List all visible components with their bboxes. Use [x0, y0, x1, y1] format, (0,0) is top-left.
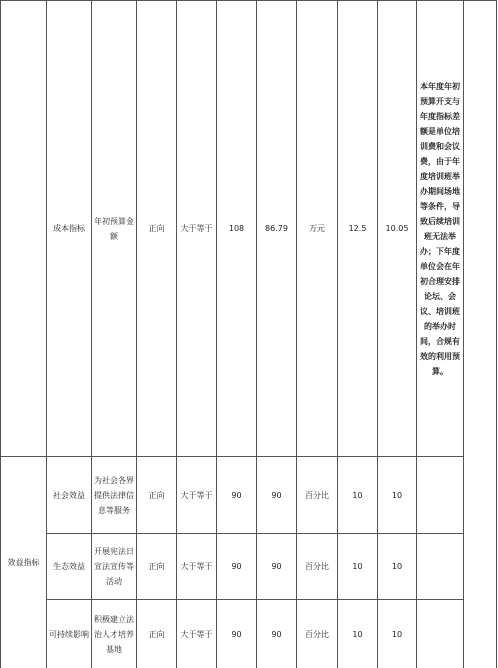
cell-direction: 正向 [137, 1, 177, 457]
cell-unit: 百分比 [297, 534, 338, 600]
cell-unit: 百分比 [297, 600, 338, 668]
cell-remark [417, 534, 464, 600]
cell-actual: 90 [257, 534, 297, 600]
cell-indicator-name: 年初预算金额 [92, 1, 137, 457]
cell-score: 10.05 [378, 1, 417, 457]
cell-indicator-type: 生态效益 [47, 534, 92, 600]
cell-weight: 12.5 [338, 1, 378, 457]
cell-benefit-category: 效益指标 [1, 457, 47, 668]
cell-weight: 10 [338, 457, 378, 534]
cell-category-blank [1, 1, 47, 457]
cell-indicator-type: 社会效益 [47, 457, 92, 534]
cell-weight: 10 [338, 534, 378, 600]
cell-unit: 百分比 [297, 457, 338, 534]
cell-operator: 大于等于 [177, 457, 217, 534]
cell-target: 90 [217, 534, 257, 600]
cell-operator: 大于等于 [177, 600, 217, 668]
cell-operator: 大于等于 [177, 1, 217, 457]
cell-remark [417, 600, 464, 668]
cell-remark: 本年度年初预算开支与年度指标差额是单位培训费和会议费，由于年度培训班举办期间场地等条件，导致后续培训班无法举办；下年度单位会在年初合理安排论坛、会议、培训班的举办时间，合规有效的利用预算。 [417, 1, 464, 457]
cell-actual: 90 [257, 457, 297, 534]
cell-indicator-type: 可持续影响 [47, 600, 92, 668]
cell-score: 10 [378, 457, 417, 534]
cell-indicator-name: 为社会各界提供法律信息等服务 [92, 457, 137, 534]
cell-weight: 10 [338, 600, 378, 668]
table-row-sustainable-impact [1, 600, 497, 668]
cell-indicator-name: 开展宪法日宣法宣传等活动 [92, 534, 137, 600]
cell-indicator-type: 成本指标 [47, 1, 92, 457]
cell-target: 108 [217, 1, 257, 457]
cell-unit: 万元 [297, 1, 338, 457]
cell-actual: 90 [257, 600, 297, 668]
cell-score: 10 [378, 534, 417, 600]
cell-target: 90 [217, 457, 257, 534]
cell-operator: 大于等于 [177, 534, 217, 600]
cell-direction: 正向 [137, 457, 177, 534]
cell-score: 10 [378, 600, 417, 668]
cell-direction: 正向 [137, 600, 177, 668]
table-row-cost [1, 1, 497, 457]
table-row-social-benefit [1, 457, 497, 534]
cell-right-edge-blank [464, 1, 497, 668]
cell-remark [417, 457, 464, 534]
cell-actual: 86.79 [257, 1, 297, 457]
table-row-ecology-benefit [1, 534, 497, 600]
cell-direction: 正向 [137, 534, 177, 600]
cell-target: 90 [217, 600, 257, 668]
cell-indicator-name: 积极建立法治人才培养基地 [92, 600, 137, 668]
